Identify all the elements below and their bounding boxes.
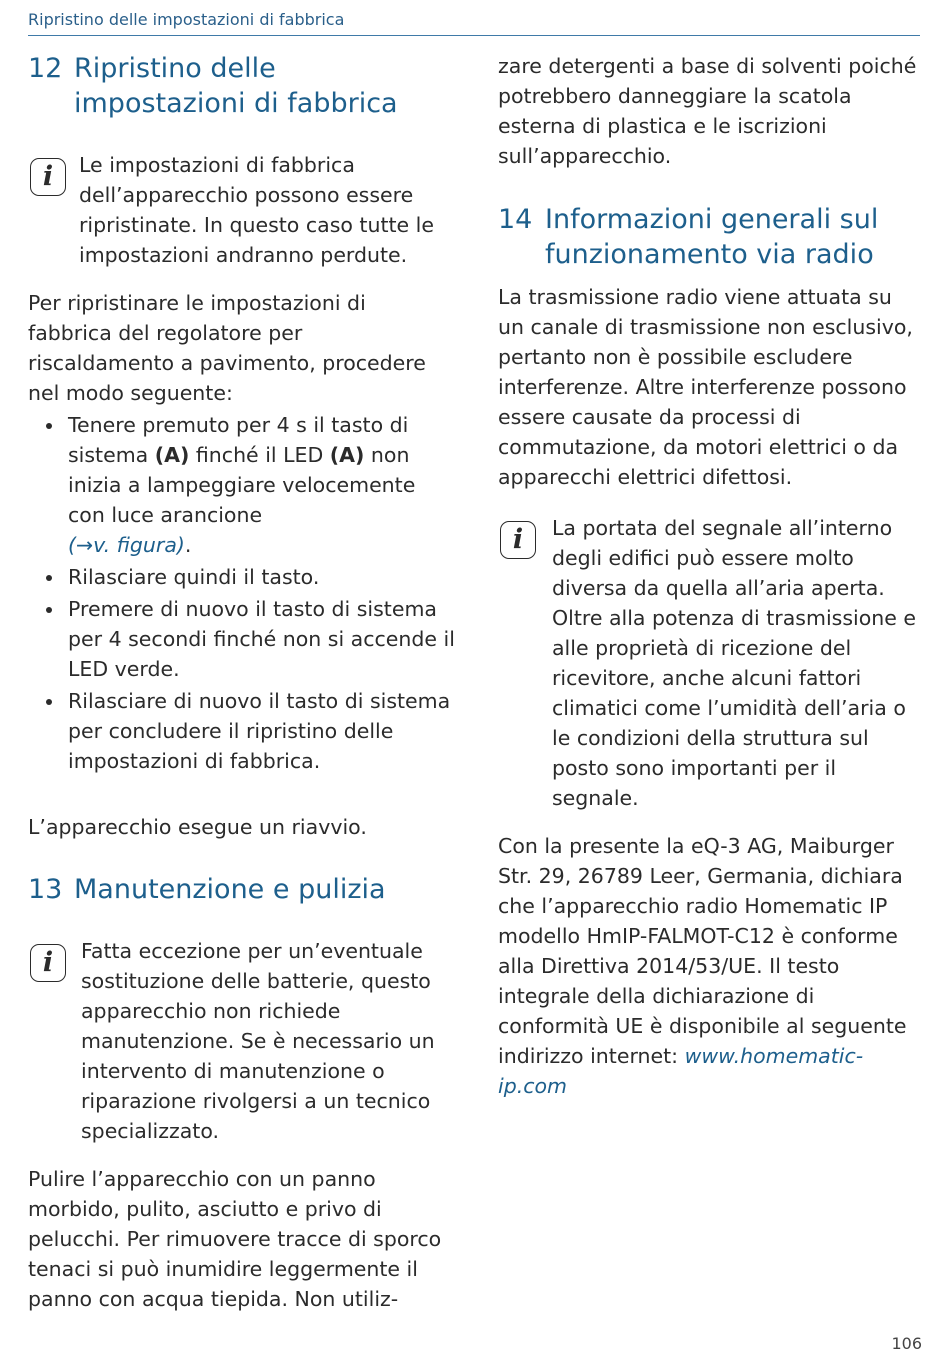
section-12-outro: L’apparecchio esegue un riavvio. (28, 815, 367, 839)
section-13-title: Manutenzione e pulizia (74, 874, 386, 905)
section-14-info-note: La portata del segnale all’interno degli edifici può essere molto diversa da quella all’aria aperta. Oltre alla potenza di trasmissione e alle proprietà di ricezione del ricevitore, anche alcuni fattori climatici come l’umidità dell’aria o le condizioni della struttura sul posto sono importanti per il segnale. (552, 516, 916, 810)
info-icon: i (500, 521, 536, 559)
info-icon: i (30, 158, 66, 196)
section-12-heading (28, 51, 458, 121)
section-12-number: 12 (28, 53, 63, 84)
figure-reference-link[interactable]: (→v. figura) (68, 533, 185, 557)
list-item: Rilasciare quindi il tasto. (28, 562, 458, 592)
section-13-info-note: Fatta eccezione per un’eventuale sostituzione delle batterie, questo apparecchio non richiede manutenzione. Se è necessario un intervento di manutenzione o riparazione rivolgersi a un tecnico specializzato. (81, 939, 435, 1143)
list-item: Tenere premuto per 4 s il tasto di sistema (A) finché il LED (A) non inizia a lampeggiare velocemente con luce arancione (→v. figura). (28, 410, 458, 560)
section-13-heading (28, 872, 458, 907)
running-header: Ripristino delle impostazioni di fabbrica (28, 10, 920, 36)
conformity-declaration: Con la presente la eQ-3 AG, Maiburger Str. 29, 26789 Leer, Germania, dichiara che l’apparecchio radio Homematic IP modello HmIP-FALMOT-C12 è conforme alla Direttiva 2014/53/UE. Il testo integrale della dichiarazione di conformità UE è disponibile al seguente indirizzo internet: www.homematic-ip.com (498, 834, 907, 1098)
section-13-number: 13 (28, 874, 63, 905)
list-item: Rilasciare di nuovo il tasto di sistema per concludere il ripristino delle impostazioni di fabbrica. (28, 686, 458, 776)
section-14-number: 14 (498, 204, 533, 235)
info-icon: i (30, 944, 66, 982)
list-item: Premere di nuovo il tasto di sistema per 4 secondi finché non si accende il LED verde. (28, 594, 458, 684)
page-number: 106 (891, 1334, 922, 1353)
section-14-title: Informazioni generali sul funzionamento via radio (545, 204, 879, 270)
section-13-body-continued: zare detergenti a base di solventi poiché potrebbero danneggiare la scatola esterna di plastica e le iscrizioni sull’apparecchio. (498, 54, 917, 168)
section-12-info-note: Le impostazioni di fabbrica dell’apparecchio possono essere ripristinate. In questo caso tutte le impostazioni andranno perdute. (79, 153, 434, 267)
section-12-title: Ripristino delle impostazioni di fabbrica (74, 53, 398, 119)
homematic-website-link[interactable]: www.homematic-ip.com (498, 1044, 864, 1098)
section-14-body: La trasmissione radio viene attuata su un canale di trasmissione non esclusivo, pertanto non è possibile escludere interferenze. Altre interferenze possono essere causate da processi di commutazione, da motori elettrici o da apparecchi elettrici difettosi. (498, 285, 913, 489)
section-14-heading (498, 202, 928, 272)
section-12-intro: Per ripristinare le impostazioni di fabbrica del regolatore per riscaldamento a pavimento, procedere nel modo seguente: (28, 291, 426, 405)
section-13-body: Pulire l’apparecchio con un panno morbido, pulito, asciutto e privo di pelucchi. Per rimuovere tracce di sporco tenaci si può inumidire leggermente il panno con acqua tiepida. Non utiliz- (28, 1167, 442, 1311)
reset-steps-list (28, 410, 458, 778)
